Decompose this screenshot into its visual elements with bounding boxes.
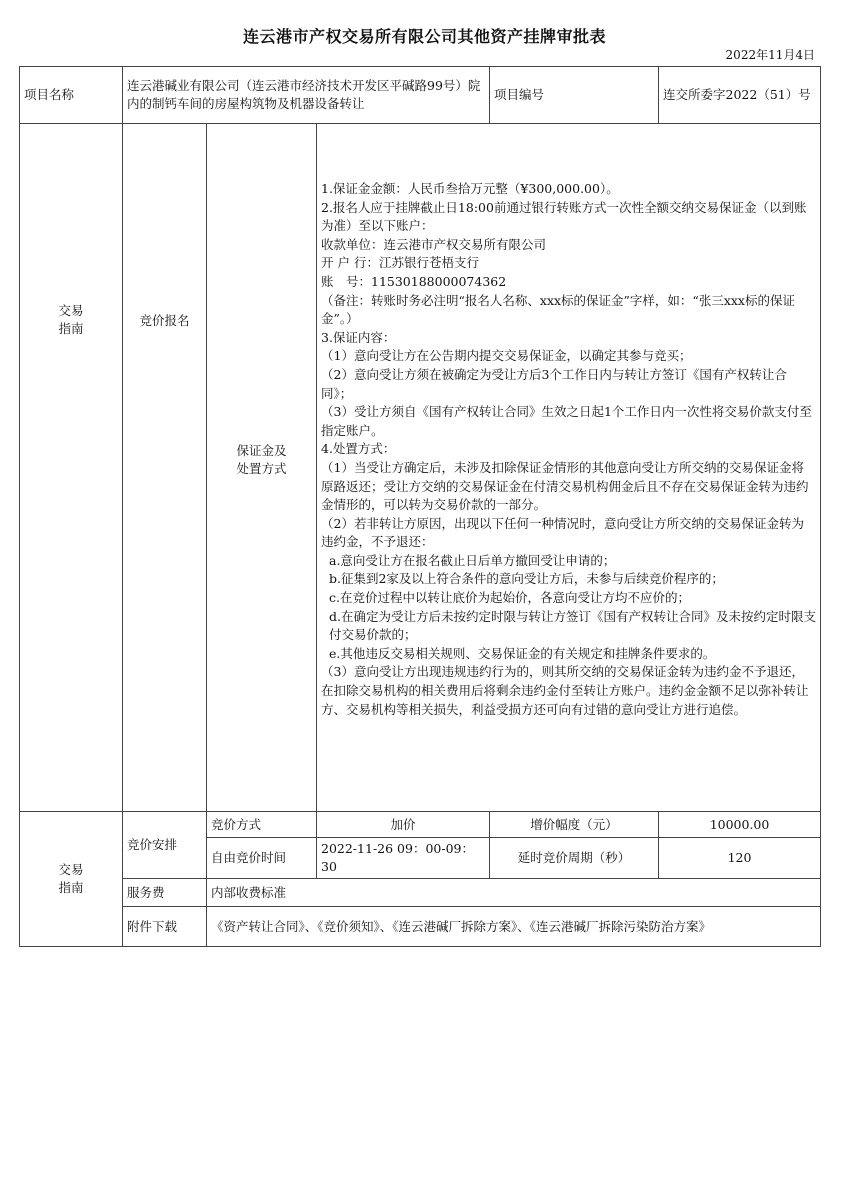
trade-guide-text-2: 交易 指南 bbox=[58, 862, 84, 895]
bid-method-row bbox=[20, 812, 821, 838]
delay-period-value: 120 bbox=[659, 838, 821, 879]
delay-period-label: 延时竞价周期（秒） bbox=[490, 838, 659, 879]
fee-row bbox=[20, 879, 821, 907]
price-increment-value: 10000.00 bbox=[659, 812, 821, 838]
req-line: 4.处置方式： bbox=[321, 441, 396, 457]
service-fee-label: 服务费 bbox=[123, 879, 207, 907]
deposit-disposal-label bbox=[207, 124, 317, 812]
attachment-label: 附件下载 bbox=[123, 907, 207, 947]
req-line: （备注：转账时务必注明“报名人名称、xxx标的保证金”字样，如：“张三xxx标的保证金”。） bbox=[321, 292, 795, 327]
approval-table bbox=[19, 66, 821, 947]
req-line: （1）当受让方确定后，未涉及扣除保证金情形的其他意向受让方所交纳的交易保证金将原路返还；受让方交纳的交易保证金在付清交易机构佣金后且不存在交易保证金转为违约金情形的，可以转为交易价款的一部分。 bbox=[321, 459, 809, 513]
req-line: 1.保证金金额：人民币叁拾万元整（¥300,000.00）。 bbox=[321, 181, 619, 196]
req-line: （1）意向受让方在公告期内提交交易保证金，以确定其参与竞买； bbox=[321, 348, 692, 364]
document-date: 2022年11月4日 bbox=[725, 48, 815, 62]
project-code-value: 连交所委字2022（51）号 bbox=[659, 67, 821, 124]
req-line: e.其他违反交易相关规则、交易保证金的有关规定和挂牌条件要求的。 bbox=[329, 645, 716, 661]
trade-guide-label-1 bbox=[20, 124, 123, 812]
price-increment-label: 增价幅度（元） bbox=[490, 812, 659, 838]
req-line: c.在竞价过程中以转让底价为起始价，各意向受让方均不应价的； bbox=[329, 590, 690, 606]
page-title: 连云港市产权交易所有限公司其他资产挂牌审批表 bbox=[242, 27, 606, 46]
deposit-disposal-text: 保证金及 处置方式 bbox=[236, 443, 287, 476]
req-line: 3.保证内容： bbox=[321, 329, 396, 345]
req-line: （3）意向受让方出现违规违约行为的，则其所交纳的交易保证金转为违约金不予退还，在扣除交易机构的相关费用后将剩余违约金付至转让方账户。违约金金额不足以弥补转让方、交易机构等相关损失，利益受损方还可向有过错的意向受让方进行追偿。 bbox=[321, 664, 809, 717]
project-name-value: 连云港碱业有限公司（连云港市经济技术开发区平碱路99号）院内的制钙车间的房屋构筑物及机器设备转让 bbox=[123, 67, 490, 124]
project-code-label: 项目编号 bbox=[490, 67, 659, 124]
deposit-row bbox=[20, 124, 821, 812]
trade-guide-label-2 bbox=[20, 812, 123, 947]
req-line: （2）若非转让方原因，出现以下任何一种情况时，意向受让方所交纳的交易保证金转为违约金，不予退还： bbox=[321, 515, 804, 550]
bid-method-value: 加价 bbox=[317, 812, 490, 838]
free-bid-time-value: 2022-11-26 09：00-09：30 bbox=[317, 838, 490, 879]
attachment-row bbox=[20, 907, 821, 947]
project-row bbox=[20, 67, 821, 124]
trade-guide-text-1: 交易 指南 bbox=[58, 303, 84, 336]
service-fee-value: 内部收费标准 bbox=[207, 879, 821, 907]
bidding-arrangement-label: 竞价安排 bbox=[123, 812, 207, 879]
req-line: 开 户 行：江苏银行苍梧支行 bbox=[321, 255, 479, 271]
req-line: b.征集到2家及以上符合条件的意向受让方后，未参与后续竞价程序的； bbox=[329, 571, 724, 587]
free-bid-time-label: 自由竞价时间 bbox=[207, 838, 317, 879]
deposit-requirements bbox=[317, 124, 821, 812]
req-line: 2.报名人应于挂牌截止日18:00前通过银行转账方式一次性全额交纳交易保证金（以到账为准）至以下账户： bbox=[321, 199, 807, 234]
req-line: 收款单位：连云港市产权交易所有限公司 bbox=[321, 236, 547, 252]
attachment-links[interactable]: 《资产转让合同》、《竞价须知》、《连云港碱厂拆除方案》、《连云港碱厂拆除污染防治方案》 bbox=[207, 907, 821, 947]
req-line: 账 号：11530188000074362 bbox=[321, 273, 507, 289]
bid-method-label: 竞价方式 bbox=[207, 812, 317, 838]
bid-registration-label: 竞价报名 bbox=[123, 124, 207, 812]
req-line: （3）受让方须自《国有产权转让合同》生效之日起1个工作日内一次性将交易价款支付至指定账户。 bbox=[321, 404, 812, 438]
req-line: a.意向受让方在报名截止日后单方撤回受让申请的； bbox=[329, 552, 616, 568]
req-line: （2）意向受让方须在被确定为受让方后3个工作日内与转让方签订《国有产权转让合同》； bbox=[321, 366, 787, 401]
req-line: d.在确定为受让方后未按约定时限与转让方签订《国有产权转让合同》及未按约定时限支付交易价款的； bbox=[329, 608, 816, 643]
project-name-label: 项目名称 bbox=[20, 67, 123, 124]
